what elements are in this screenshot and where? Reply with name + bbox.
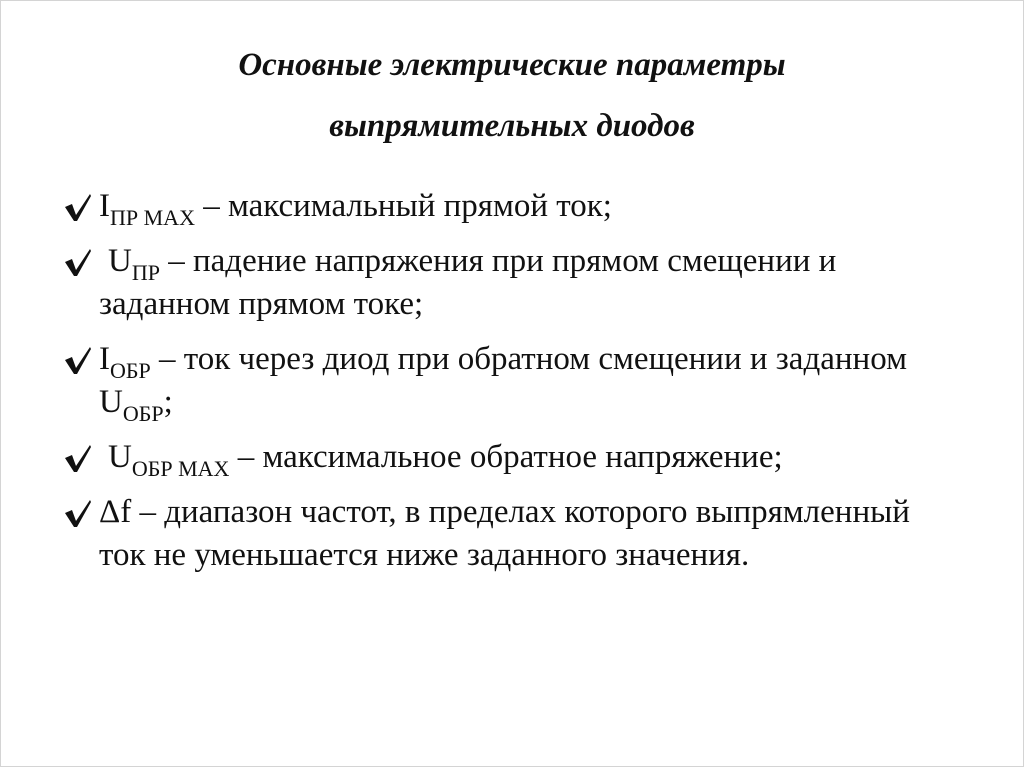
list-item xyxy=(63,185,963,228)
param-symbol: Δf xyxy=(99,494,132,530)
title-line-2: выпрямительных диодов xyxy=(329,108,695,144)
param-tail-subscript: ОБР xyxy=(122,401,164,426)
list-item xyxy=(63,240,963,326)
param-symbol: U xyxy=(108,243,132,279)
checkmark-icon xyxy=(63,341,93,377)
param-subscript: ОБР МАХ xyxy=(131,456,230,481)
title-line-1: Основные электрические параметры xyxy=(238,47,786,83)
parameter-list xyxy=(63,185,963,577)
slide-title xyxy=(1,39,1023,152)
param-subscript: ПР МАХ xyxy=(110,205,195,230)
param-subscript: ОБР xyxy=(110,358,151,383)
param-description: – максимальное обратное напряжение; xyxy=(229,439,783,475)
param-description: – максимальный прямой ток; xyxy=(194,188,612,224)
param-symbol: I xyxy=(99,188,110,224)
param-description: – падение напряжения при прямом смещении и заданном прямом токе; xyxy=(99,243,837,322)
param-subscript: ПР xyxy=(131,260,160,285)
param-tail-text: ; xyxy=(163,384,173,420)
param-description: – диапазон частот, в пределах которого выпрямленный ток не уменьшается ниже заданного значения. xyxy=(99,494,910,573)
param-description: – ток через диод при обратном смещении и заданном U xyxy=(99,341,907,420)
list-item xyxy=(63,436,963,479)
checkmark-icon xyxy=(63,439,93,475)
param-symbol: I xyxy=(99,341,110,377)
list-item xyxy=(63,338,963,424)
list-item xyxy=(63,491,963,577)
checkmark-icon xyxy=(63,188,93,224)
param-symbol: U xyxy=(108,439,132,475)
checkmark-icon xyxy=(63,494,93,530)
checkmark-icon xyxy=(63,243,93,279)
